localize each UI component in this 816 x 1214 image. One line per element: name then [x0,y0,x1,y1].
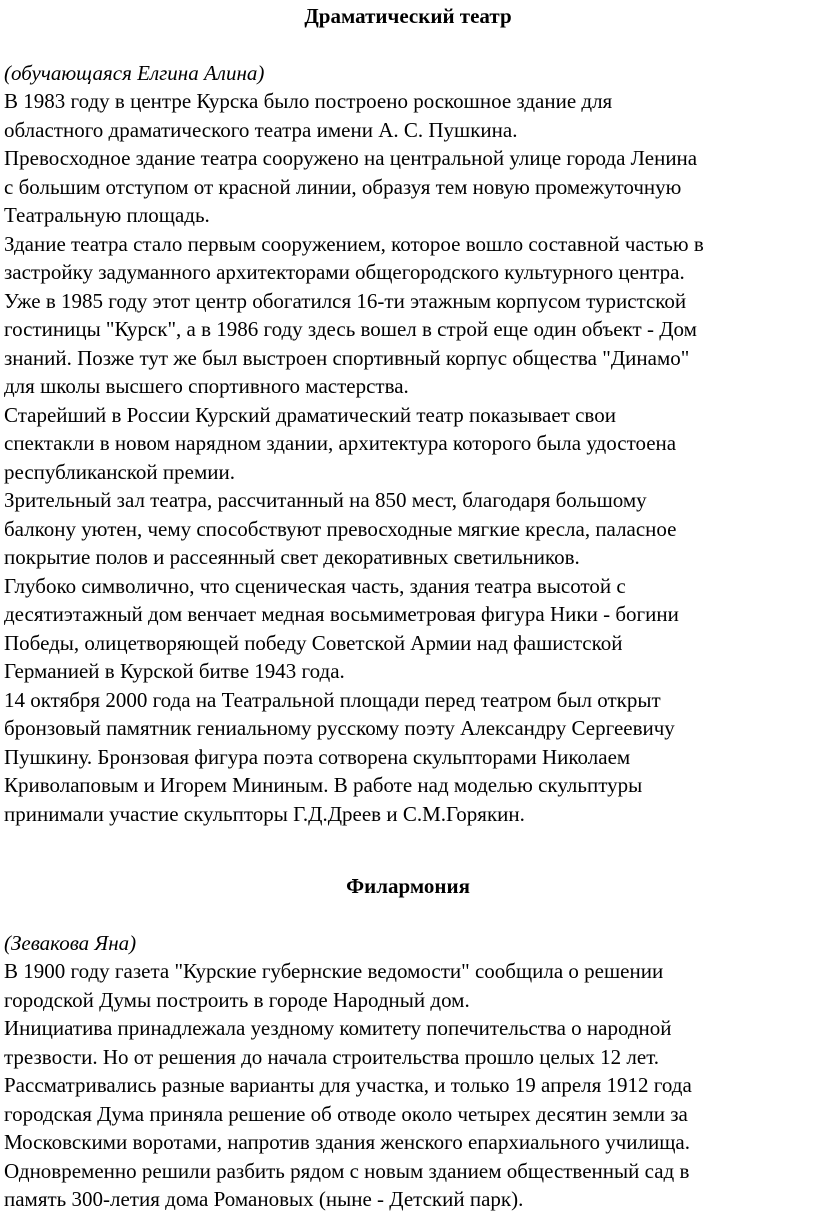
section-author-philharmonic: (Зевакова Яна) [4,931,137,955]
text-line: бронзовый памятник гениальному русскому поэту Александру Сергеевичу [4,716,675,740]
text-line: гостиницы "Курск", а в 1986 году здесь вошел в строй еще один объект - Дом [4,317,697,341]
text-line: республиканской премии. [4,459,235,484]
text-line: Театральную площадь. [4,203,210,227]
text-line: принимали участие скульпторы Г.Д.Дреев и С.М.Горякин. [4,801,525,826]
text-line: Старейший в России Курский драматический театр показывает свои [4,402,616,427]
text-line: городской Думы построить в городе Народный дом. [4,987,470,1012]
text-line: областного драматического театра имени А. С. Пушкина. [4,117,518,142]
text-line: Пушкину. Бронзовая фигура поэта сотворена скульпторами Николаем [4,744,631,769]
text-line: Инициатива принадлежала уездному комитету попечительства о народной [4,1016,672,1040]
text-line: Уже в 1985 году этот центр обогатился 16-ти этажным корпусом туристской [4,288,687,313]
text-line: Московскими воротами, напротив здания женского епархиального училища. [4,1130,690,1154]
section-body-drama-theatre [4,87,816,828]
text-line: десятиэтажный дом венчает медная восьмиметровая фигура Ники - богини [4,602,679,626]
text-line: спектакли в новом нарядном здании, архитектура которого была удостоена [4,431,677,455]
text-line: городская Дума приняла решение об отводе около четырех десятин земли за [4,1101,688,1126]
text-line: В 1900 году газета "Курские губернские ведомости" сообщила о решении [4,959,664,983]
text-line: Криволаповым и Игорем Мининым. В работе над моделью скульптуры [4,773,643,797]
text-line: Превосходное здание театра сооружено на центральной улице города Ленина [4,146,698,170]
text-line: Германией в Курской битве 1943 года. [4,659,345,683]
text-line: с большим отступом от красной линии, образуя тем новую промежуточную [4,174,682,199]
text-line: для школы высшего спортивного мастерства. [4,374,409,398]
text-line: Зрительный зал театра, рассчитанный на 850 мест, благодаря большому [4,488,647,512]
text-line: Глубоко символично, что сценическая часть, здания театра высотой с [4,573,626,598]
text-line: В 1983 году в центре Курска было построено роскошное здание для [4,89,613,113]
text-line: 14 октября 2000 года на Театральной площади перед театром был открыт [4,687,661,712]
section-title-philharmonic: Филармония [346,874,470,898]
text-line: покрытие полов и рассеянный свет декоративных светильников. [4,545,580,569]
section-author-drama-theatre: (обучающаяся Елгина Алина) [4,61,265,85]
text-line: застройку задуманного архитекторами общегородского культурного центра. [4,260,685,284]
section-title-drama-theatre: Драматический театр [304,4,512,28]
text-line: Победы, олицетворяющей победу Советской Армии над фашистской [4,630,623,655]
text-line: Рассматривались разные варианты для участка, и только 19 апреля 1912 года [4,1073,692,1097]
text-line: Одновременно решили разбить рядом с новым зданием общественный сад в [4,1158,690,1183]
text-line: трезвости. Но от решения до начала строительства прошло целых 12 лет. [4,1044,660,1069]
text-line: балкону уютен, чему способствуют превосходные мягкие кресла, паласное [4,516,677,541]
text-line: память 300-летия дома Романовых (ныне - Детский парк). [4,1187,524,1211]
section-body-philharmonic [4,957,816,1214]
text-line: знаний. Позже тут же был выстроен спортивный корпус общества "Динамо" [4,345,690,370]
text-line: Здание театра стало первым сооружением, которое вошло составной частью в [4,231,704,256]
